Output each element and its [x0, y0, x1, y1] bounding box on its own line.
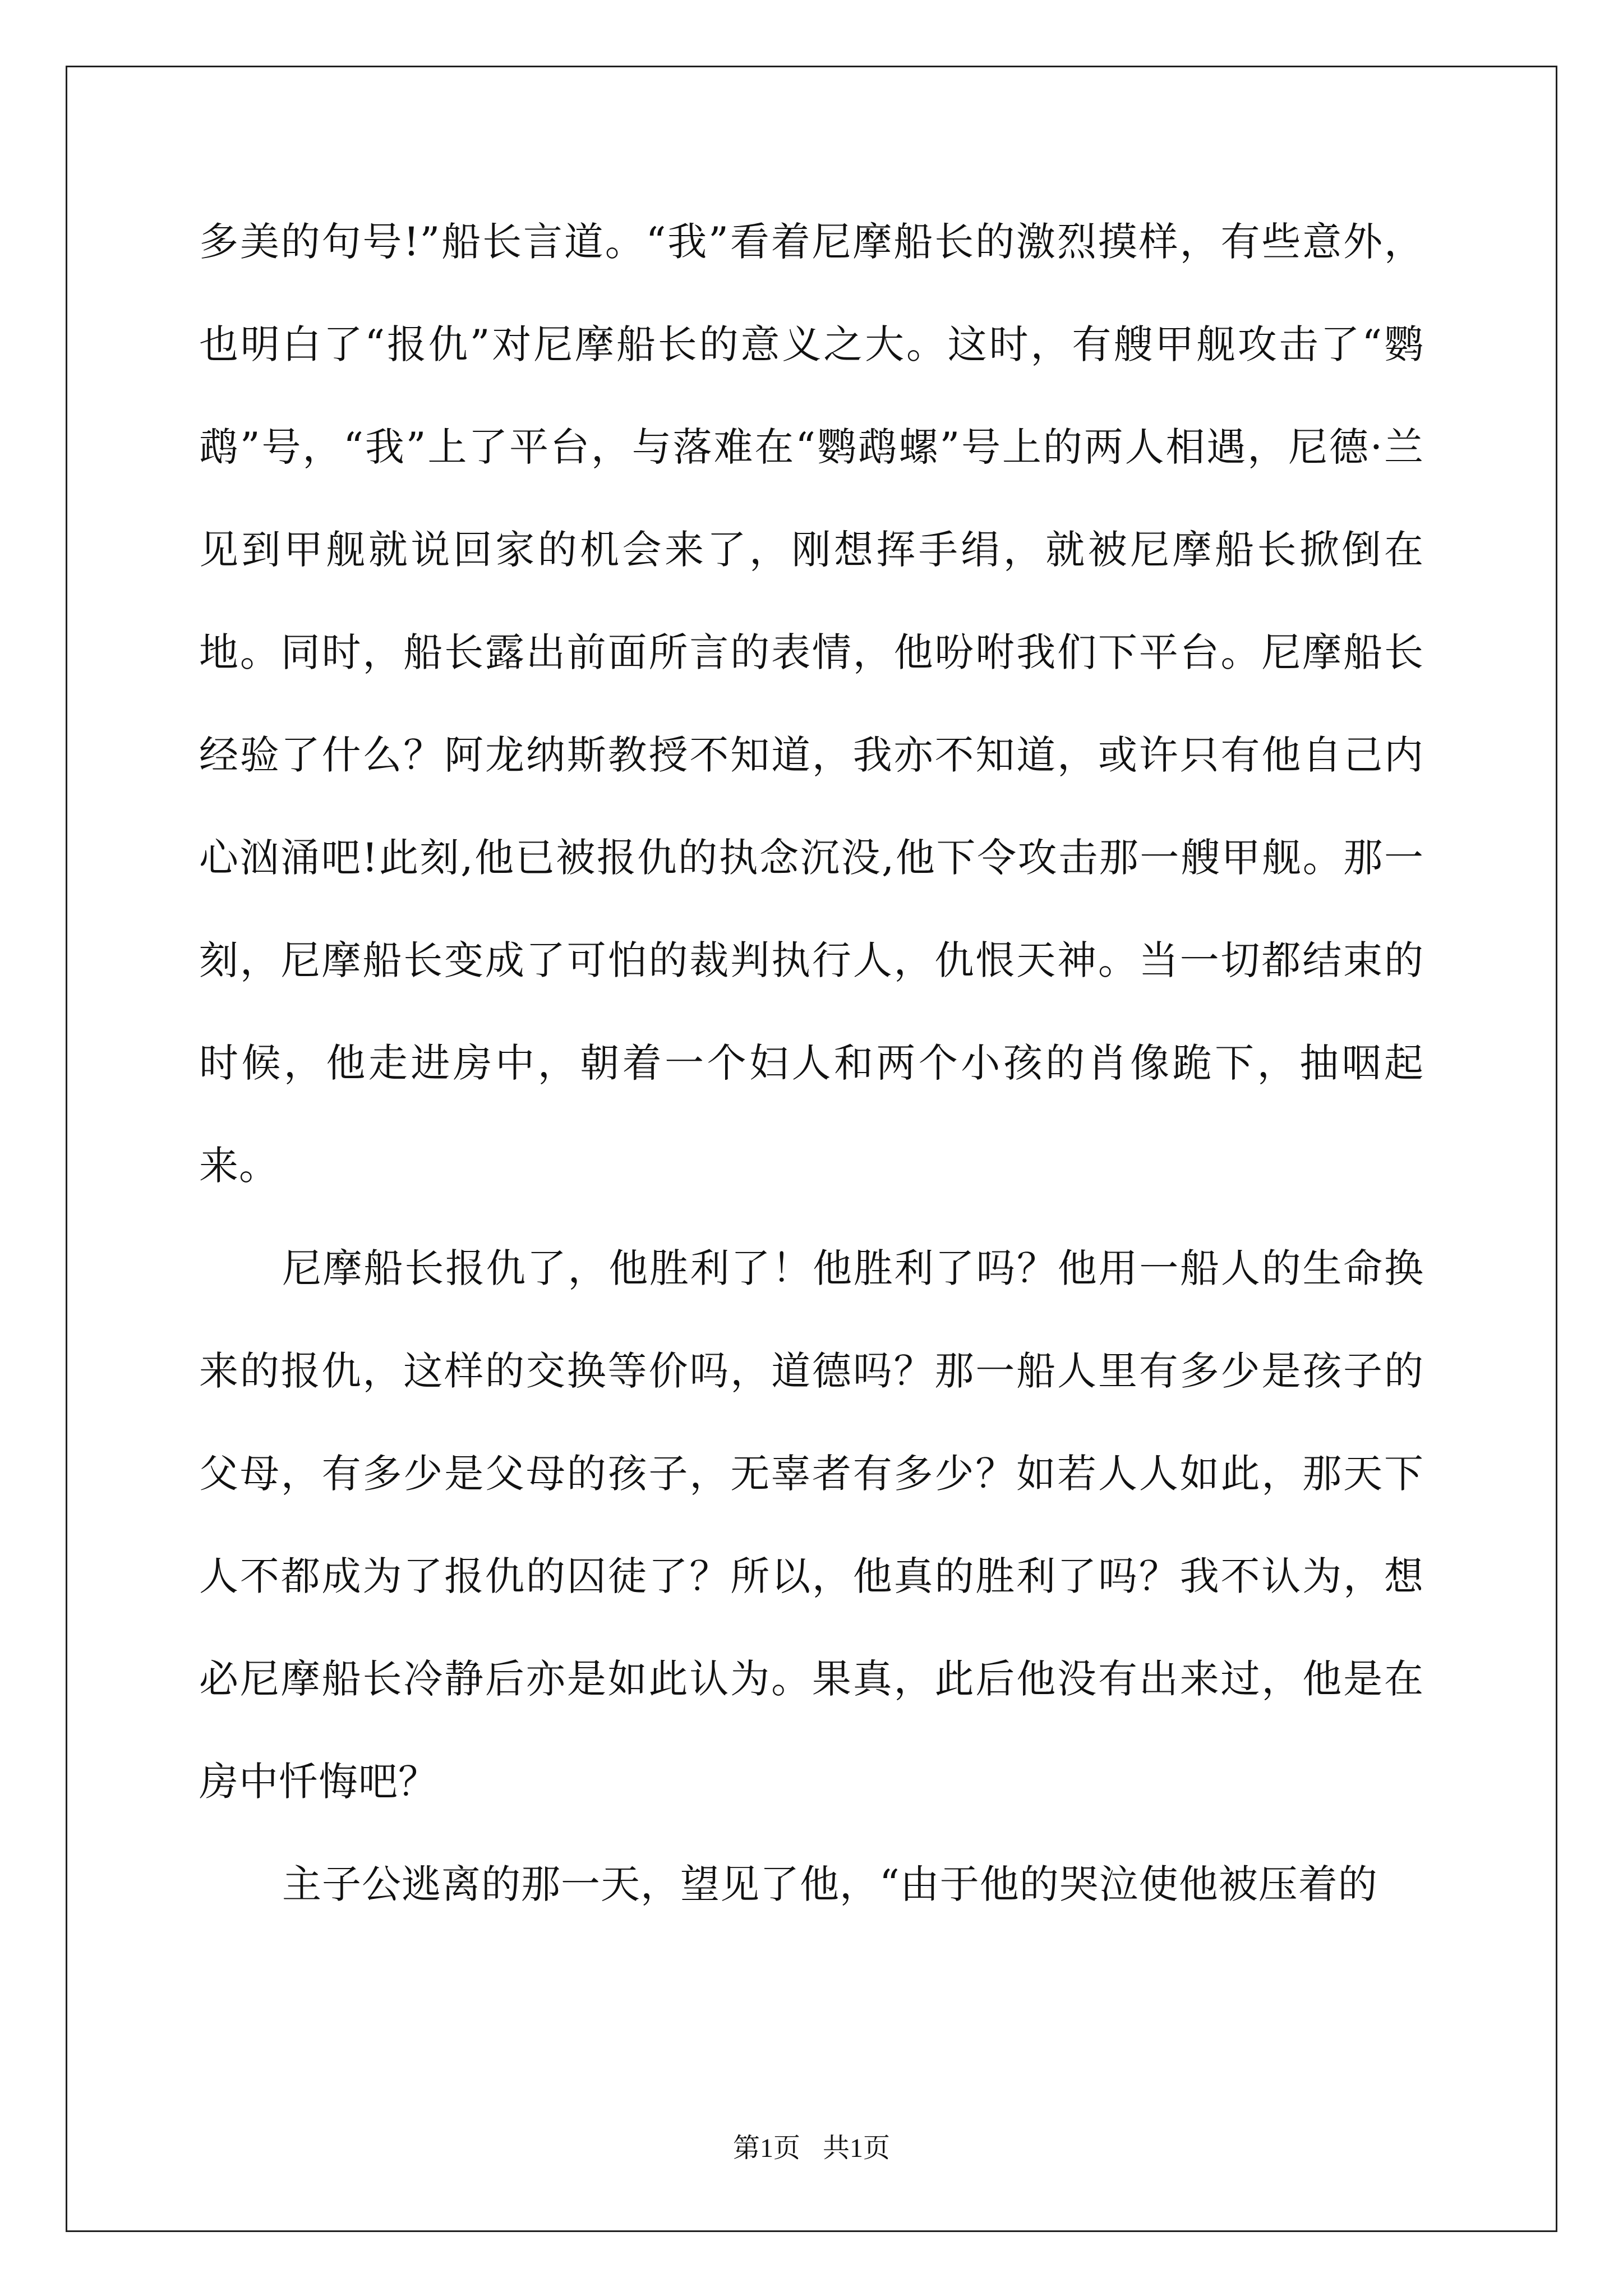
- page-footer: [0, 2126, 1623, 2165]
- document-body: [199, 191, 1424, 1936]
- page-total: 共1页: [823, 2133, 891, 2163]
- paragraph-3: 主子公逃离的那一天，望见了他，“由于他的哭泣使他被压着的: [282, 1861, 1378, 1907]
- page-number: 第1页: [732, 2133, 800, 2163]
- paragraph-2: 尼摩船长报仇了，他胜利了！他胜利了吗？他用一船人的生命换来的报仇，这样的交换等价吗，道德吗？那一船人里有多少是孩子的父母，有多少是父母的孩子，无辜者有多少？如若人人如此，那天下人不都成为了报仇的囚徒了？所以，他真的胜利了吗？我不认为，想必尼摩船长冷静后亦是如此认为。果真，此后他没有出来过，他是在房中忏悔吧？: [199, 1245, 1424, 1805]
- paragraph-1: 多美的句号!”船长言道。“我”看着尼摩船长的激烈摸样，有些意外，也明白了“报仇”对尼摩船长的意义之大。这时，有艘甲舰攻击了“鹦鹉”号，“我”上了平台，与落难在“鹦鹉螺”号上的两人相遇，尼德·兰见到甲舰就说回家的机会来了，刚想挥手绢，就被尼摩船长掀倒在地。同时，船长露出前面所言的表情，他吩咐我们下平台。尼摩船长经验了什么？阿龙纳斯教授不知道，我亦不知道，或许只有他自己内心汹涌吧!此刻,他已被报仇的执念沉没,他下令攻击那一艘甲舰。那一刻，尼摩船长变成了可怕的裁判执行人，仇恨天神。当一切都结束的时候，他走进房中，朝着一个妇人和两个小孩的肖像跪下，抽咽起来。: [199, 219, 1424, 1189]
